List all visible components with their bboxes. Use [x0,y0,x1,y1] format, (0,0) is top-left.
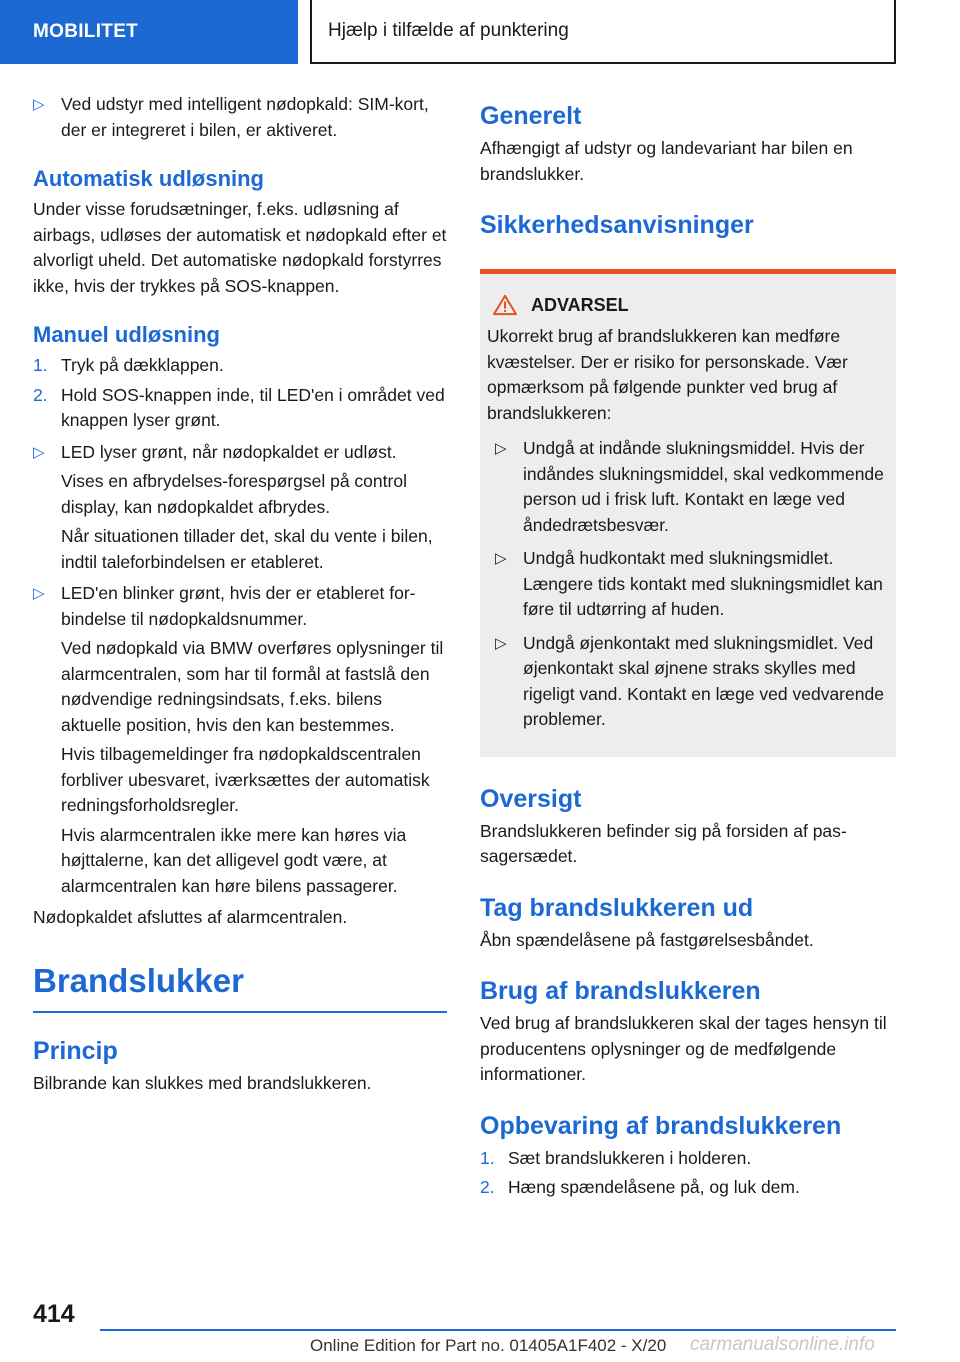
intro-bullet-text: Ved udstyr med intelligent nødopkald: SIM-kort, der er integreret i bilen, er aktiveret. [61,94,429,140]
step-number: 1. [480,1147,495,1168]
led-blink-paragraph: Ved nødopkald via BMW overføres oplysninger til alarmcentralen, som har til formål at fastslå den nødvendige redningsindsats, f.eks. bilens aktuelle position, hvis den kan bestemmes. [61,638,444,735]
edition-text: Online Edition for Part no. 01405A1F402 - X/20 [310,1336,667,1355]
warning-item-text: Undgå at indånde slukningsmiddel. Hvis der indåndes slukningsmiddel, skal vedkommende person ud i frisk luft. Kontakt en læge ved åndedrætsbesvær. [523,438,884,535]
warning-item-text: Undgå øjenkontakt med slukningsmidlet. Ved øjenkontakt skal øjnene straks skylles med rigeligt vand. Kontakt en læge ved vedvarende problemer. [523,632,884,729]
warning-item-text: Undgå hudkontakt med slukningsmidlet. Længere tids kontakt med slukningsmidlet kan føre til udtørring af huden. [523,548,883,619]
warning-list [487,436,884,733]
warning-header [487,294,884,316]
list-item [495,436,884,538]
section-tab [0,0,298,64]
heading-principle: Princip [33,1036,118,1065]
section-label: MOBILITET [33,21,139,42]
step-number: 1. [33,355,48,375]
warning-label: ADVARSEL [531,294,629,315]
warning-triangle-icon [491,294,519,316]
heading-divider [33,1011,447,1013]
led-green-paragraph: Når situationen tillader det, skal du vente i bilen, indtil taleforbindelsen er etableret. [61,526,433,572]
heading-take-out: Tag brandslukkeren ud [480,893,754,922]
step-text: Hæng spændelåsene på, og luk dem. [508,1177,800,1197]
end-call-text: Nødopkaldet afsluttes af alarmcentralen. [33,907,348,927]
warning-box [480,274,896,757]
heading-storage: Opbevaring af brandslukkeren [480,1111,842,1140]
chapter-title-box [310,0,896,64]
led-blink-paragraph: Hvis tilbagemeldinger fra nødopkaldscentralen forbliver ubesvaret, iværksættes der automatisk redningsforholdsregler. [61,744,430,815]
step-number: 2. [33,384,48,405]
bullet-triangle-icon: ▷ [495,634,507,652]
step-item [33,353,447,379]
heading-automatic-trigger: Automatisk udløsning [33,166,264,191]
heading-overview: Oversigt [480,784,582,813]
watermark: carmanualsonline.info [690,1334,875,1355]
heading-manual-trigger: Manuel udløsning [33,322,220,347]
list-item [495,546,884,623]
list-item [33,92,447,143]
overview-text: Brandslukkeren befinder sig på forsiden af passagersædet. [480,820,847,866]
led-green-text: LED lyser grønt, når nødopkaldet er udløst. [61,441,397,462]
bullet-triangle-icon: ▷ [33,443,45,461]
left-column [33,92,447,1096]
automatic-trigger-text: Under visse forudsætninger, f.eks. udløsning af airbags, udløses der automatisk et nødopkald efter et alvorligt uheld. Det automatiske nødopkald forstyrres ikke, hvis der trykkes på SOS-knappen. [33,199,447,296]
bullet-triangle-icon: ▷ [33,585,45,602]
use-text: Ved brug af brandslukkeren skal der tages hensyn til producentens oplysninger og de medfølgende informationer. [480,1013,887,1084]
step-text: Tryk på dækklappen. [61,355,224,375]
step-number: 2. [480,1177,495,1197]
right-column [480,92,896,1205]
principle-text: Bilbrande kan slukkes med brandslukkeren. [33,1072,372,1093]
heading-safety: Sikkerhedsanvisninger [480,211,754,239]
bullet-triangle-icon: ▷ [33,96,45,113]
footer-divider [100,1329,896,1331]
heading-general: Generelt [480,102,582,130]
step-item [480,1146,896,1172]
list-item [495,631,884,733]
step-text: Sæt brandslukkeren i holderen. [508,1147,752,1168]
general-text: Afhængigt af udstyr og landevariant har bilen en brandslukker. [480,138,853,184]
step-item [33,383,447,434]
step-text: Hold SOS-knappen inde, til LED'en i området ved knappen lyser grønt. [61,384,445,430]
take-out-text: Åbn spændelåsene på fastgørelsesbåndet. [480,929,814,950]
led-green-paragraph: Vises en afbrydelses-forespørgsel på control display, kan nødopkaldet afbrydes. [61,471,407,517]
chapter-title: Hjælp i tilfælde af punktering [328,20,569,41]
page-number: 414 [33,1300,75,1328]
bullet-triangle-icon: ▷ [495,440,507,457]
led-blink-paragraph: Hvis alarmcentralen ikke mere kan høres via højttalerne, kan det alligevel godt være, at alarmcentralen kan høre bilens passagerer. [61,824,407,896]
heading-use: Brug af brandslukkeren [480,977,761,1005]
list-item [33,440,447,466]
led-blink-text: LED'en blinker grønt, hvis der er etableret forbindelse til nødopkaldsnummer. [61,583,416,629]
bullet-triangle-icon: ▷ [495,550,507,567]
step-item [480,1175,896,1201]
warning-text: Ukorrekt brug af brandslukkeren kan medføre kvæstelser. Der er risiko for personskade. Vær opmærksom på følgende punkter ved brug af brandslukkeren: [487,326,848,423]
list-item [33,581,447,632]
heading-fire-extinguisher: Brandslukker [33,961,244,999]
